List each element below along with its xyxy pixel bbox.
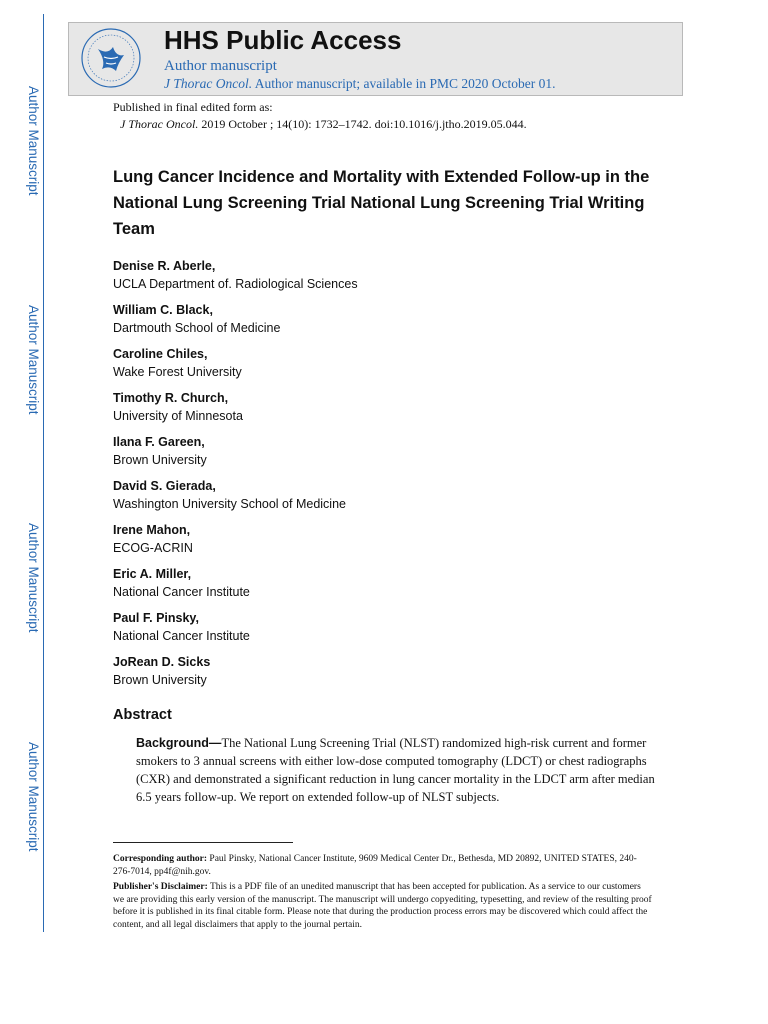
sidebar-label: Author Manuscript bbox=[26, 523, 41, 633]
author-name: JoRean D. Sicks bbox=[113, 655, 211, 669]
author-name: Irene Mahon bbox=[113, 523, 187, 537]
author-separator: , bbox=[201, 435, 205, 449]
author-name: Paul F. Pinsky bbox=[113, 611, 196, 625]
corresponding-label: Corresponding author: bbox=[113, 854, 208, 864]
sidebar-label: Author Manuscript bbox=[26, 86, 41, 196]
citation bbox=[120, 117, 527, 132]
citation-journal: J Thorac Oncol. bbox=[120, 117, 199, 131]
author-entry bbox=[113, 521, 673, 565]
abstract-heading: Abstract bbox=[113, 707, 172, 723]
journal-abbrev: J Thorac Oncol. bbox=[164, 76, 253, 91]
footnotes bbox=[113, 853, 653, 934]
author-entry bbox=[113, 389, 673, 433]
published-label: Published in final edited form as: bbox=[113, 100, 273, 114]
corresponding-text: Paul Pinsky, National Cancer Institute, 9609 Medical Center Dr., Bethesda, MD 20892, UNITED STATES, 240-276-7014, pp4f@nih.gov. bbox=[113, 854, 637, 877]
author-affiliation: National Cancer Institute bbox=[113, 585, 250, 599]
journal-availability bbox=[164, 75, 555, 92]
author-separator: , bbox=[211, 259, 216, 273]
author-name: Timothy R. Church bbox=[113, 391, 225, 405]
author-separator: , bbox=[212, 479, 216, 493]
author-name: David S. Gierada bbox=[113, 479, 213, 493]
disclaimer-label: Publisher's Disclaimer: bbox=[113, 882, 208, 892]
author-entry bbox=[113, 345, 673, 389]
author-separator: , bbox=[186, 523, 191, 537]
author-affiliation: Washington University School of Medicine bbox=[113, 497, 346, 511]
author-separator: , bbox=[195, 611, 199, 625]
author-list bbox=[113, 257, 673, 697]
sidebar-label: Author Manuscript bbox=[26, 305, 41, 415]
author-name: Ilana F. Gareen bbox=[113, 435, 202, 449]
manuscript-type: Author manuscript bbox=[164, 58, 277, 74]
author-affiliation: National Cancer Institute bbox=[113, 629, 250, 643]
author-name: Denise R. Aberle bbox=[113, 259, 212, 273]
author-name: Eric A. Miller bbox=[113, 567, 188, 581]
author-affiliation: Dartmouth School of Medicine bbox=[113, 321, 281, 335]
availability-text: Author manuscript; available in PMC 2020 October 01. bbox=[254, 76, 556, 91]
author-affiliation: ECOG-ACRIN bbox=[113, 541, 193, 555]
author-affiliation: Wake Forest University bbox=[113, 365, 242, 379]
article-title: Lung Cancer Incidence and Mortality with Extended Follow-up in the National Lung Screening Trial National Lung Screening Trial Writing Team bbox=[113, 168, 650, 238]
page-title: HHS Public Access bbox=[164, 25, 402, 55]
hhs-eagle-logo-icon bbox=[80, 27, 142, 89]
disclaimer-text: This is a PDF file of an unedited manuscript that has been accepted for publication. As a service to our customers we are providing this early version of the manuscript. The manuscript will undergo copyediting, typesetting, and review of the resulting proof before it is published in its final citable form. Please note that during the production process errors may be discovered which could affect the content, and all legal disclaimers that apply to the journal pertain. bbox=[113, 882, 652, 930]
author-affiliation: University of Minnesota bbox=[113, 409, 243, 423]
author-affiliation: Brown University bbox=[113, 673, 207, 687]
sidebar-rule bbox=[43, 14, 44, 932]
author-entry bbox=[113, 653, 673, 697]
author-entry bbox=[113, 433, 673, 477]
sidebar-label: Author Manuscript bbox=[26, 742, 41, 852]
author-affiliation: UCLA Department of. Radiological Sciences bbox=[113, 277, 358, 291]
citation-details: 2019 October ; 14(10): 1732–1742. doi:10.1016/j.jtho.2019.05.044. bbox=[201, 117, 527, 131]
author-name: Caroline Chiles bbox=[113, 347, 204, 361]
author-entry bbox=[113, 301, 673, 345]
abstract-background bbox=[136, 734, 664, 806]
background-text: The National Lung Screening Trial (NLST) randomized high-risk current and former smokers to 3 annual screens with either low-dose computed tomography (LDCT) or chest radiographs (CXR) and demonstrated a significant reduction in lung cancer mortality in the LDCT arm after median 6.5 years follow-up. We report on extended follow-up of NLST subjects. bbox=[136, 736, 655, 804]
author-separator: , bbox=[224, 391, 229, 405]
author-name: William C. Black bbox=[113, 303, 210, 317]
author-entry bbox=[113, 477, 673, 521]
author-separator: , bbox=[204, 347, 208, 361]
footnote-divider bbox=[113, 842, 293, 843]
author-separator: , bbox=[209, 303, 213, 317]
author-affiliation: Brown University bbox=[113, 453, 207, 467]
author-entry bbox=[113, 609, 673, 653]
publisher-disclaimer bbox=[113, 881, 653, 931]
author-entry bbox=[113, 565, 673, 609]
background-label: Background— bbox=[136, 736, 222, 750]
corresponding-author bbox=[113, 853, 653, 878]
author-separator: , bbox=[187, 567, 192, 581]
author-entry bbox=[113, 257, 673, 301]
